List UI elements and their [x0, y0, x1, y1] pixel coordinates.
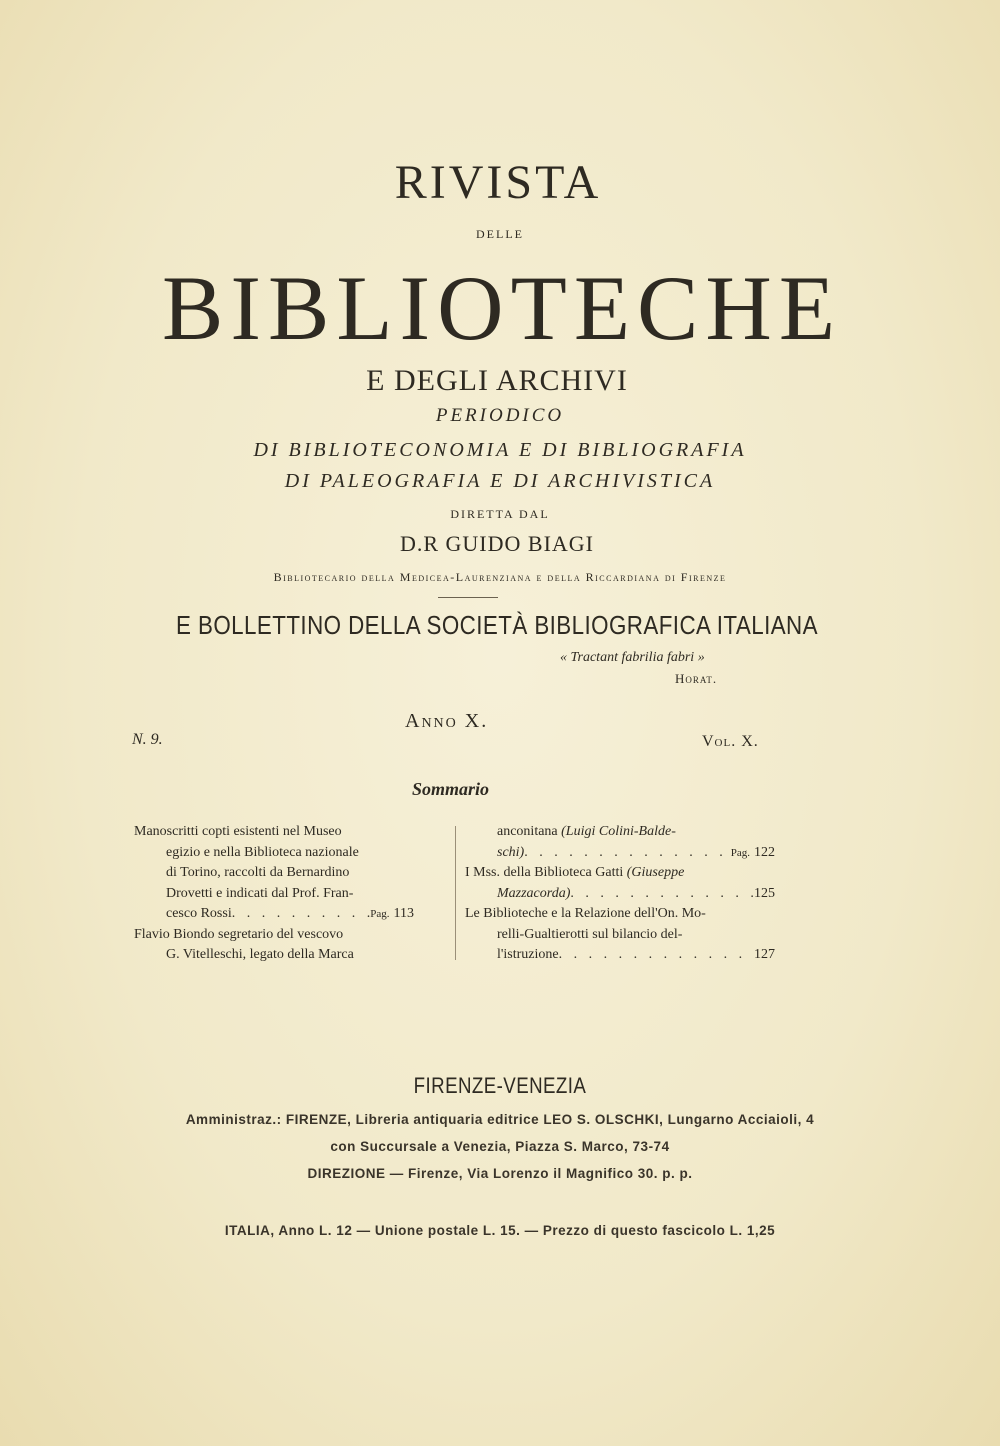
contents-heading: Sommario — [412, 779, 490, 799]
toc-entry-author: (Giuseppe — [626, 865, 685, 880]
page-label: Pag. — [730, 846, 750, 859]
toc-entry — [134, 822, 414, 925]
toc-page-number: 113 — [393, 906, 414, 921]
toc-entry-line: l'istruzione — [497, 947, 559, 962]
toc-entry-last-line — [465, 843, 775, 864]
subtitle-subject-2: DI PALEOGRAFIA E DI ARCHIVISTICA — [284, 470, 716, 492]
toc-entry — [465, 863, 775, 904]
toc-entry — [134, 925, 414, 966]
contents-left-column — [134, 822, 414, 966]
toc-entry-title-line — [465, 863, 775, 884]
title-biblioteche: BIBLIOTECHE — [161, 257, 843, 359]
toc-entry — [465, 822, 775, 863]
toc-entry-line: egizio e nella Biblioteca nazionale — [166, 844, 359, 860]
subtitle-periodico: PERIODICO — [435, 405, 565, 426]
toc-entry-author: schi) — [497, 844, 525, 860]
toc-entry-title: I Mss. della Biblioteca Gatti — [465, 865, 624, 880]
page-label: Pag. — [370, 908, 390, 920]
toc-entry-line: Drovetti e indicati dal Prof. Fran- — [166, 885, 354, 901]
editor-name: D.R GUIDO BIAGI — [399, 531, 595, 556]
divider-rule — [438, 597, 498, 598]
publisher-city: FIRENZE-VENEZIA — [413, 1073, 587, 1098]
issue-year: Anno X. — [405, 710, 489, 732]
toc-entry-last-line — [465, 945, 775, 966]
toc-entry-author: Mazzacorda) — [497, 885, 571, 901]
toc-entry-line: cesco Rossi — [166, 906, 232, 921]
publisher-administration: Amministraz.: FIRENZE, Libreria antiquaria editrice LEO S. OLSCHKI, Lungarno Acciaioli, 4 — [185, 1112, 815, 1127]
publisher-direction: DIREZIONE — Firenze, Via Lorenzo il Magnifico 30. p. p. — [307, 1166, 693, 1181]
toc-entry-continuation: anconitana — [497, 824, 558, 839]
toc-page-number: 122 — [754, 844, 775, 860]
toc-entry-last-line — [134, 904, 414, 925]
title-rivista: RIVISTA — [394, 156, 602, 209]
motto-author: Horat. — [675, 671, 718, 686]
editor-affiliation: Bibliotecario della Medicea-Laurenziana e della Riccardiana di Firenze — [273, 570, 727, 584]
column-divider — [455, 826, 456, 960]
toc-page-number: 125 — [754, 885, 775, 901]
toc-entry-title: Le Biblioteche e la Relazione dell'On. Mo- — [465, 906, 706, 921]
toc-leader-dots — [524, 843, 731, 864]
toc-entry — [465, 904, 775, 966]
issue-number: N. 9. — [132, 731, 163, 748]
issue-volume: Vol. X. — [702, 733, 759, 750]
toc-entry-author: (Luigi Colini-Balde- — [561, 824, 676, 839]
publisher-branch: con Succursale a Venezia, Piazza S. Marco, 73-74 — [330, 1139, 670, 1154]
toc-leader-dots — [232, 904, 371, 925]
directed-by-label: DIRETTA DAL — [450, 507, 550, 521]
toc-leader-dots — [559, 945, 754, 966]
toc-entry-last-line — [465, 884, 775, 905]
subscription-prices: ITALIA, Anno L. 12 — Unione postale L. 15. — Prezzo di questo fascicolo L. 1,25 — [224, 1223, 776, 1238]
toc-entry-line: relli-Gualtierotti sul bilancio del- — [497, 926, 683, 942]
subtitle-subject-1: DI BIBLIOTECONOMIA E DI BIBLIOGRAFIA — [253, 439, 747, 461]
toc-entry-title: Flavio Biondo segretario del vescovo — [134, 926, 344, 942]
contents-right-column — [465, 822, 775, 966]
toc-entry-line: G. Vitelleschi, legato della Marca — [166, 947, 354, 962]
toc-entry-title: Manoscritti copti esistenti nel Museo — [134, 824, 342, 839]
title-archivi: E DEGLI ARCHIVI — [366, 364, 628, 397]
toc-entry-line: di Torino, raccolti da Bernardino — [166, 865, 350, 880]
toc-leader-dots — [570, 884, 754, 905]
bollettino-title: E BOLLETTINO DELLA SOCIETÀ BIBLIOGRAFICA ITALIANA — [176, 610, 818, 640]
motto-quote: « Tractant fabrilia fabri » — [560, 650, 705, 665]
title-delle: DELLE — [476, 227, 524, 241]
toc-entry-line — [465, 822, 775, 843]
toc-page-number: 127 — [754, 947, 775, 962]
